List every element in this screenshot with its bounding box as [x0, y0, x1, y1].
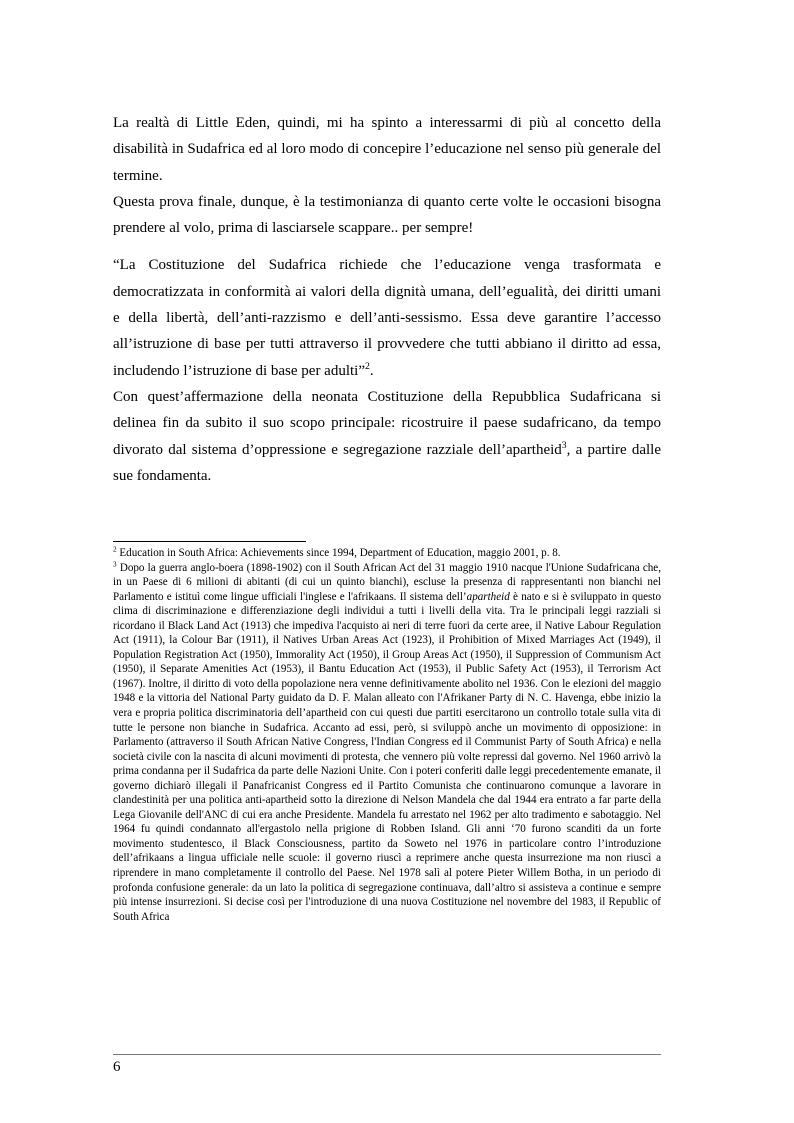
page-number: 6 — [113, 1059, 121, 1075]
footnote-ref-2[interactable]: 2 — [365, 360, 370, 372]
footnotes — [113, 546, 661, 924]
footnote-3-italic: apartheid — [466, 590, 510, 603]
footnote-3-text-a: Dopo la guerra anglo-boera (1898-1902) con il South African Act del 31 maggio 1910 nacque l'Unione Sudafricana che, in un Paese di 6 milioni di abitanti (di cui un quinto bianchi), escluse la presenza di rappresentanti non bianchi nel Parlamento e istituì come lingue ufficiali l'inglese e l'afrikaans. Il sistema dell’ — [113, 561, 661, 603]
paragraph-little-eden: La realtà di Little Eden, quindi, mi ha spinto a interessarmi di più al concetto della disabilità in Sudafrica ed al loro modo di concepire l’educazione nel senso più generale del termine. — [113, 115, 661, 184]
quote-text: “La Costituzione del Sudafrica richiede che l’educazione venga trasformata e democratizzata in conformità ai valori della dignità umana, dell’egualità, dei diritti umani e della libertà, dell’anti-razzismo e dell’anti-sessismo. Essa deve garantire l’accesso all’istruzione di base per tutti attraverso il provvedere che tutti abbiano il diritto ad essa, includendo l’istruzione di base per adulti” — [113, 257, 661, 379]
purpose-end: , a partire dalle sue fondamenta. — [113, 441, 662, 484]
purpose-text: Con quest’affermazione della neonata Costituzione della Repubblica Sudafricana si delinea fin da subito il suo scopo principale: ricostruire il paese sudafricano, da tempo divorato dal sistema d’oppressione e segregazione razziale dell’apartheid — [113, 388, 661, 458]
footnote-2-number: 2 — [113, 545, 117, 554]
footnote-3-text-b: è nato e si è sviluppato in questo clima di discriminazione e differenziazione degli individui a tutti i livelli della vita. Tra le principali leggi razziali si ricordano il Black Land Act (1913) che impediva l'acquisto ai neri di terre fuori da certe aree, il Native Labour Regulation Act (1911), la Colour Bar (1911), il Natives Urban Areas Act (1923), il Prohibition of Mixed Marriages Act (1949), il Population Registration Act (1950), Immorality Act (1950), il Group Areas Act (1950), il Suppression of Communism Act (1950), il Separate Amenities Act (1953), il Bantu Education Act (1953), il Public Safety Act (1953), il Terrorism Act (1967). Inoltre, il diritto di voto della popolazione nera venne definitivamente abolito nel 1936. Con le elezioni del maggio 1948 e la vittoria del National Party guidato da D. F. Malan alleato con l'Afrikaner Party di N. C. Havenga, ebbe inizio la vera e propria politica discriminatoria dell’apartheid con cui questi due partiti esercitarono un controllo totale sulla vita di tutte le persone non bianche in Sudafrica. Accanto ad essi, però, si sviluppò anche un movimento di opposizione: in Parlamento (attraverso il South African Native Congress, l'Indian Congress ed il Communist Party of South Africa) e nella società civile con la nascita di alcuni movimenti di protesta, che vennero più volte repressi dal governo. Nel 1960 arrivò la prima condanna per il Sudafrica da parte delle Nazioni Unite. Con i poteri conferiti dalle leggi precedentemente emanate, il governo dichiarò illegali il Panafricanist Congress ed il Partito Comunista che continuarono comunque a lavorare in clandestinità per una politica anti-apartheid sotto la direzione di Nelson Mandela che dal 1944 era entrato a far parte della Lega Giovanile dell'ANC di cui era anche Presidente. Mandela fu arrestato nel 1962 per alto tradimento e sabotaggio. Nel 1964 fu quindi condannato all'ergastolo nella prigione di Robben Island. Gli anni ‘70 furono scanditi da un forte movimento studentesco, il Black Consciousness, partito da Soweto nel 1976 in particolare contro l’introduzione dell’afrikaans a lingua ufficiale nelle scuole: il governo riuscì a reprimere anche questa insurrezione ma non riuscì a riprendere in mano completamente il controllo del Paese. Nel 1978 salì al potere Pieter Willem Botha, in un periodo di profonda confusione generale: da un lato la politica di segregazione continuava, dall’altro si assisteva a continue e sempre più intense insurrezioni. Si decise così per l'introduzione di una nuova Costituzione nel novembre del 1983, il Republic of South Africa — [113, 590, 661, 923]
paragraph-prova-finale: Questa prova finale, dunque, è la testimonianza di quanto certe volte le occasioni bisogna prendere al volo, prima di lasciarsele scappare.. per sempre! — [113, 193, 661, 237]
paragraph-constitution-quote — [113, 252, 661, 383]
footnote-2 — [113, 546, 661, 561]
footnote-ref-3[interactable]: 3 — [561, 439, 567, 451]
footnote-separator — [113, 541, 306, 542]
footer-rule — [113, 1054, 661, 1055]
paragraph-constitution-purpose — [113, 384, 661, 489]
quote-end: . — [369, 362, 374, 379]
main-text — [113, 110, 661, 489]
footnote-3 — [113, 561, 661, 925]
footnote-3-number: 3 — [113, 559, 117, 568]
footnote-2-text: Education in South Africa: Achievements since 1994, Department of Education, maggio 2001, p. 8. — [116, 547, 561, 559]
